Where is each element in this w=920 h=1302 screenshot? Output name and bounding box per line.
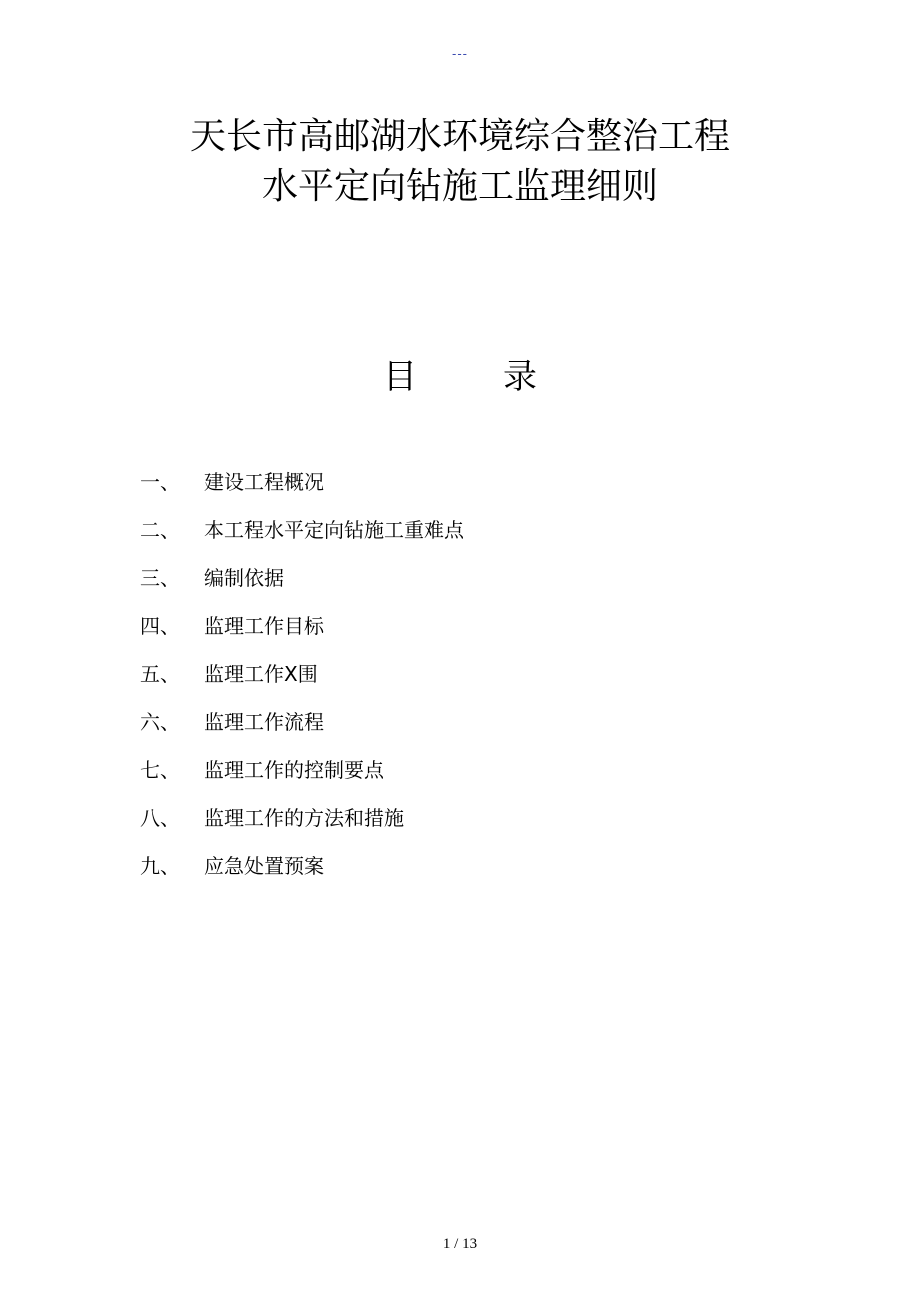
toc-item-number: 四、 [140,613,180,638]
toc-heading-char-1: 目 [383,357,417,397]
toc-item[interactable] [140,504,464,552]
toc-item-number: 一、 [140,469,180,494]
document-title [0,112,920,212]
toc-item[interactable] [140,600,464,648]
toc-item[interactable] [140,744,464,792]
toc-item-number: 二、 [140,517,180,542]
toc-item-title: 监理工作目标 [204,613,324,638]
toc-item-number: 八、 [140,805,180,830]
header-mark: --- [452,46,468,61]
toc-item-title: 监理工作的方法和措施 [204,805,404,830]
toc-item-number: 九、 [140,853,180,878]
toc-item-title: 监理工作的控制要点 [204,757,384,782]
toc-item[interactable] [140,696,464,744]
title-line-1: 天长市高邮湖水环境综合整治工程 [189,116,730,157]
toc-item-title: 监理工作流程 [204,709,324,734]
toc-item-title: 应急处置预案 [204,853,324,878]
toc-item-title: 编制依据 [204,565,284,590]
toc-heading [0,352,920,402]
toc-item-number: 六、 [140,709,180,734]
toc-item-title: 本工程水平定向钻施工重难点 [204,517,464,542]
toc-list [140,456,464,888]
toc-item[interactable] [140,792,464,840]
toc-item-number: 七、 [140,757,180,782]
toc-item[interactable] [140,840,464,888]
toc-item-number: 五、 [140,661,180,686]
toc-item[interactable] [140,648,464,696]
toc-item[interactable] [140,552,464,600]
toc-item[interactable] [140,456,464,504]
page-number: 1 / 13 [442,1236,478,1252]
toc-item-number: 三、 [140,565,180,590]
toc-item-title: 建设工程概况 [204,469,324,494]
toc-item-title: 监理工作X围 [204,661,318,686]
title-line-2: 水平定向钻施工监理细则 [261,166,658,207]
toc-heading-char-2: 录 [503,357,537,397]
